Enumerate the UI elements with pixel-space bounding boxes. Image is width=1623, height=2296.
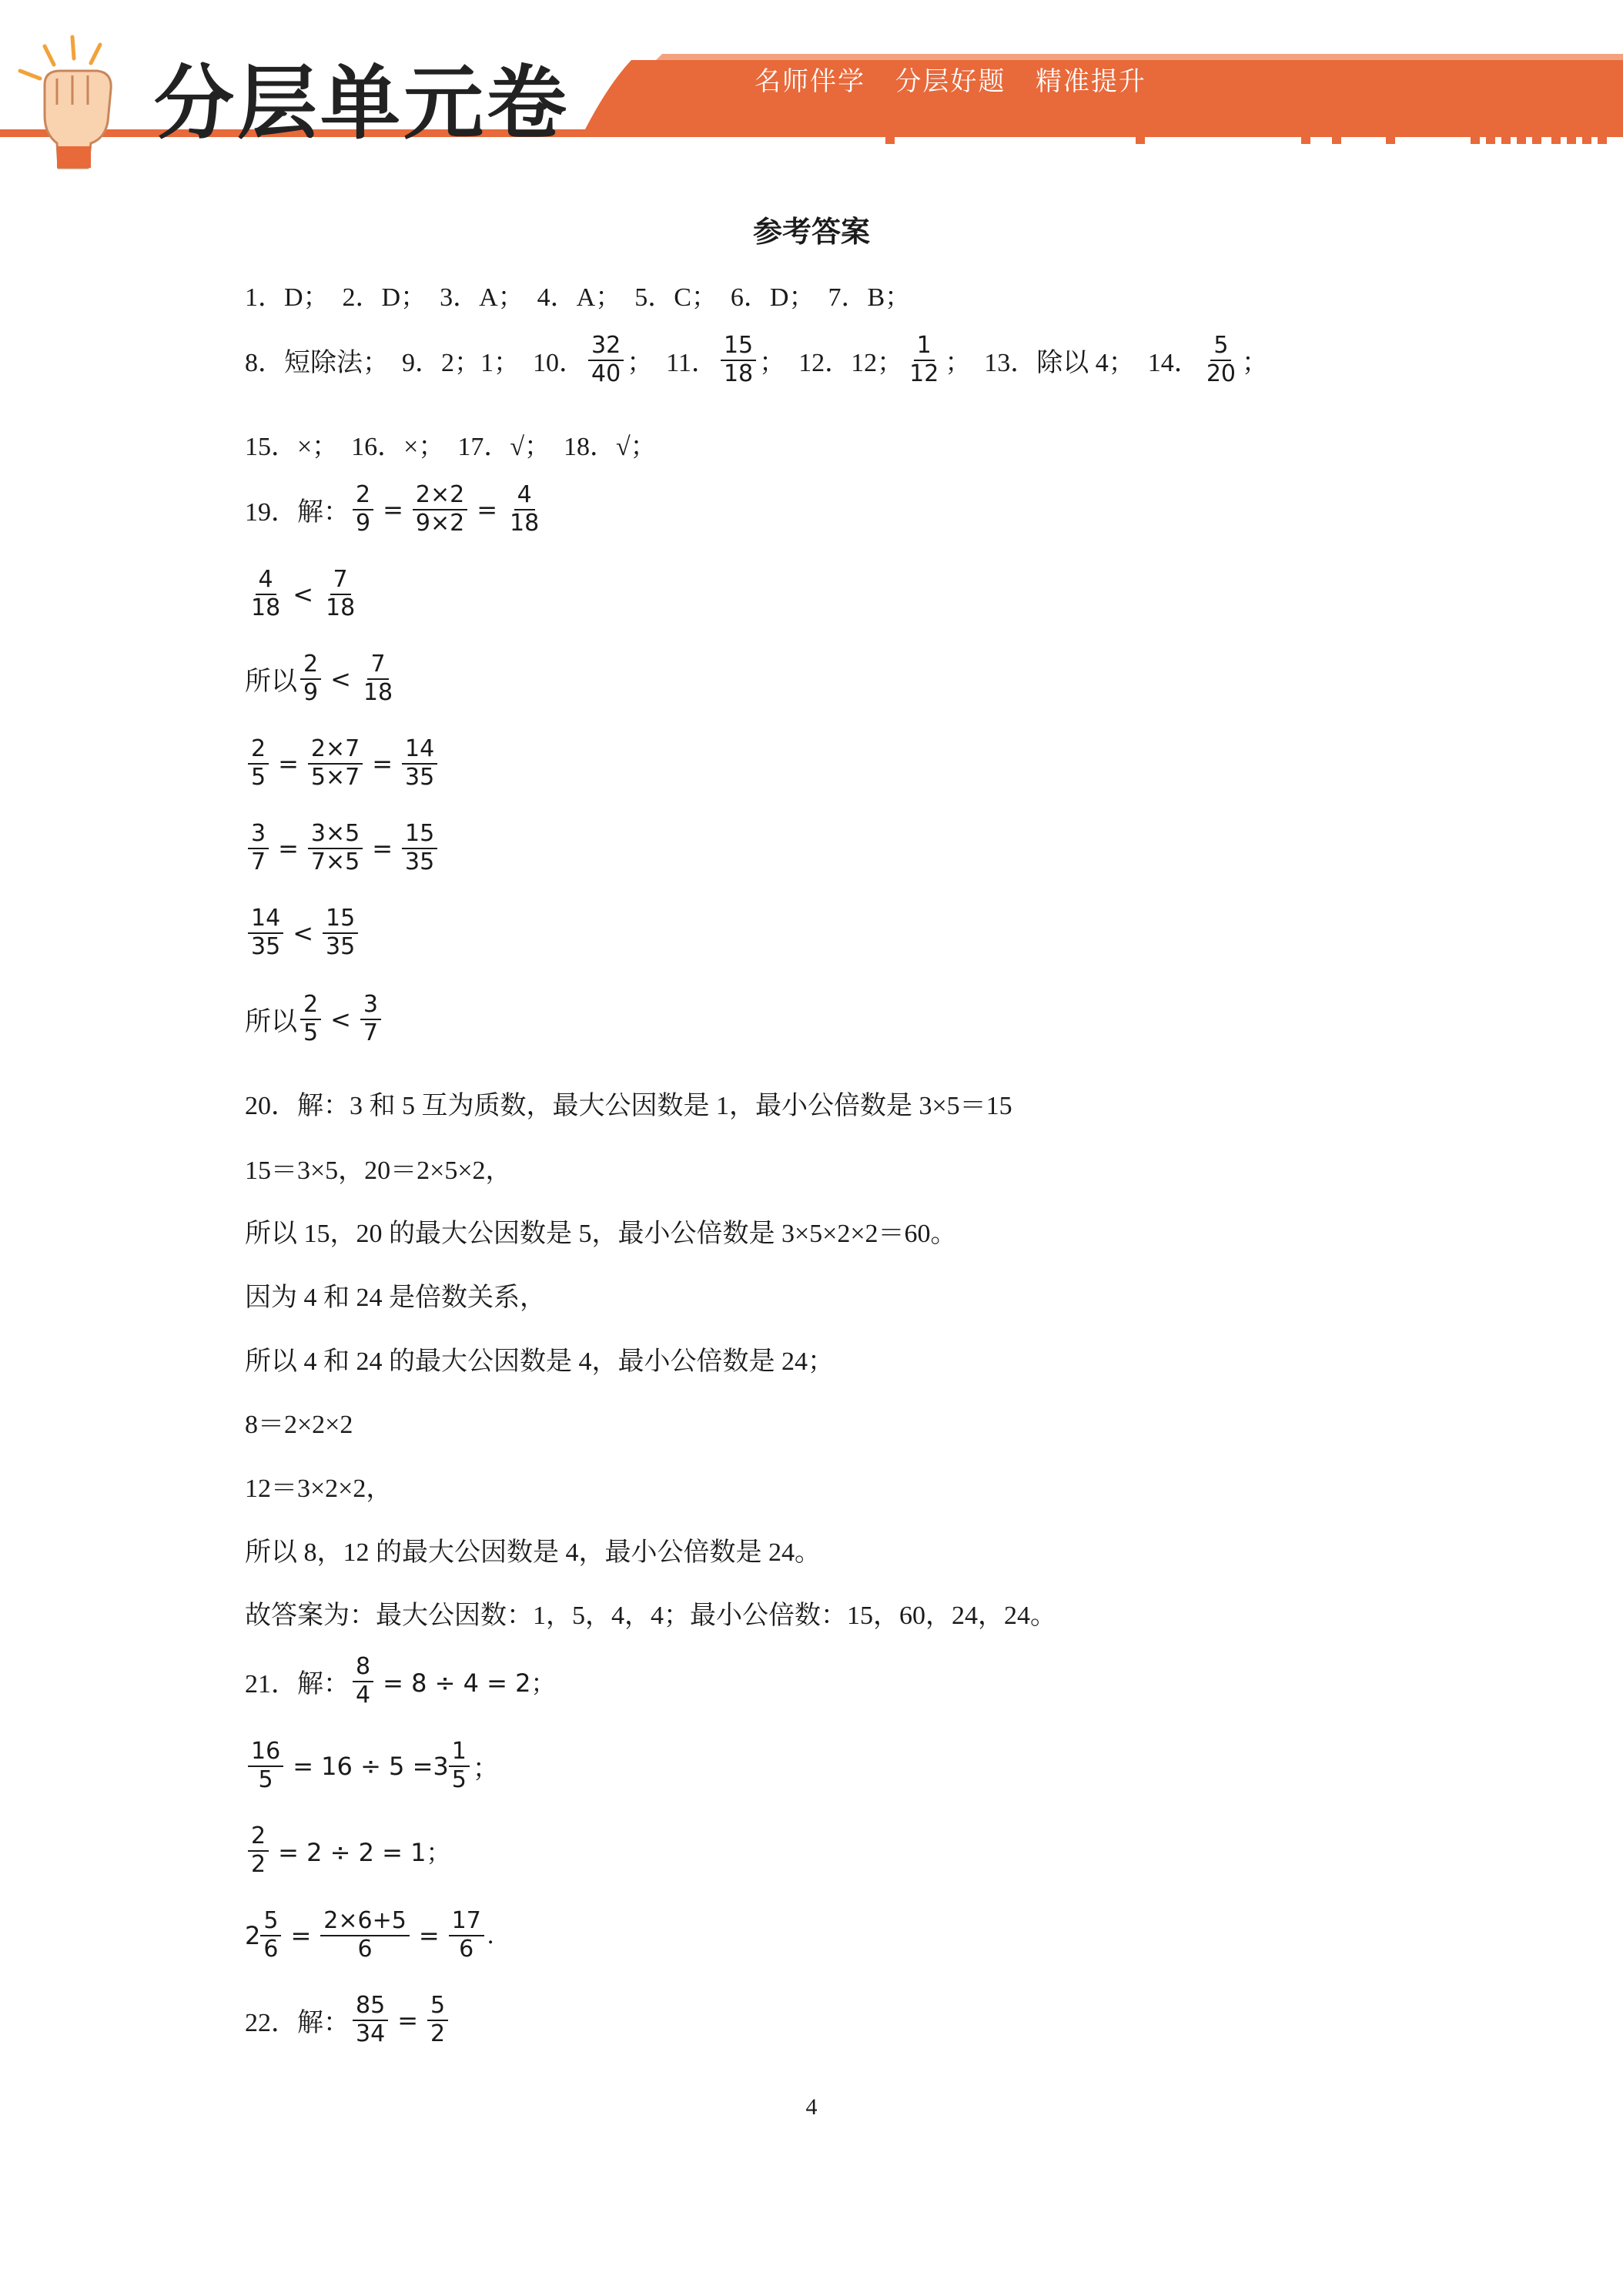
less-than-sign: < — [330, 664, 351, 694]
fraction: $\frac{2\times 7}{5\times 7}$ — [308, 736, 363, 791]
q21-row-1 — [245, 1654, 561, 1709]
q20-line: 15＝3×5，20＝2×5×2， — [245, 1156, 512, 1185]
page-number: 4 — [805, 2094, 818, 2120]
answer-text: ； 12．12； — [759, 349, 904, 377]
fraction: $\frac{5}{20}$ — [1206, 332, 1236, 387]
fraction: $\frac{3}{7}$ — [360, 992, 381, 1046]
q19-row-5 — [245, 821, 440, 875]
fraction: $\frac{5}{2}$ — [427, 1993, 448, 2047]
equals-sign: = — [383, 494, 403, 524]
q19-row-6 — [245, 905, 361, 960]
fraction: $\frac{32}{40}$ — [588, 333, 624, 387]
fraction: $\frac{2}{2}$ — [248, 1823, 269, 1878]
fraction: $\frac{2}{9}$ — [300, 651, 321, 706]
equation-text: = 16 ÷ 5 =3 — [293, 1751, 449, 1781]
equation-text: . — [487, 1920, 494, 1950]
q20-line: 因为 4 和 24 是倍数关系， — [245, 1284, 546, 1312]
fraction: $\frac{15}{18}$ — [721, 333, 756, 387]
fraction: $\frac{2}{5}$ — [300, 992, 321, 1046]
fraction: $\frac{2\times 6+5}{6}$ — [320, 1908, 410, 1963]
answer-text: 8．短除法； 9．2；1； 10． — [245, 349, 585, 377]
q20-line: 20．解：3 和 5 互为质数，最大公因数是 1，最小公倍数是 3×5＝15 — [245, 1092, 1012, 1120]
q19-row-3 — [245, 651, 399, 706]
less-than-sign: < — [330, 1004, 351, 1034]
answer-text: ； — [1242, 349, 1268, 377]
answers-8-14 — [245, 333, 1268, 387]
fraction: $\frac{2}{5}$ — [248, 736, 269, 791]
q19-row-1 — [245, 482, 545, 537]
q20-line: 8＝2×2×2 — [245, 1411, 353, 1439]
fraction: $\frac{15}{35}$ — [323, 905, 358, 960]
so-text: 所以 — [245, 1008, 297, 1036]
header-slogan: 名师伴学 分层好题 精准提升 — [755, 66, 1146, 97]
equals-sign: = — [290, 1920, 312, 1950]
q20-line: 所以 8，12 的最大公因数是 4，最小公倍数是 24。 — [245, 1538, 821, 1567]
equals-sign: = — [372, 833, 393, 863]
q20-line: 故答案为：最大公因数：1，5，4，4；最小公倍数：15，60，24，24。 — [245, 1602, 1056, 1630]
whole-number: 2 — [245, 1920, 261, 1950]
q21-row-2 — [245, 1739, 499, 1793]
q20-line: 所以 4 和 24 的最大公因数是 4，最小公倍数是 24； — [245, 1347, 834, 1376]
q19-row-4 — [245, 736, 440, 791]
fraction: $\frac{14}{35}$ — [402, 736, 437, 791]
equals-sign: = — [372, 748, 393, 778]
equation-text: = 8 ÷ 4 = 2； — [383, 1668, 556, 1698]
header-title: 分层单元卷 — [154, 56, 571, 150]
question-label: 22．解： — [245, 2009, 350, 2037]
fraction: $\frac{3}{7}$ — [248, 821, 269, 875]
q20-line: 所以 15，20 的最大公因数是 5，最小公倍数是 3×5×2×2＝60。 — [245, 1220, 957, 1248]
question-label: 19．解： — [245, 498, 350, 527]
q21-row-3 — [245, 1823, 457, 1878]
answers-15-18: 15．×； 16．×； 17．√； 18．√； — [245, 433, 657, 461]
q21-row-4 — [245, 1908, 494, 1963]
so-text: 所以 — [245, 668, 297, 696]
fraction: $\frac{17}{6}$ — [449, 1908, 484, 1963]
answer-text: ； 11． — [627, 349, 718, 377]
q22-row-1 — [245, 1993, 451, 2047]
equals-sign: = — [278, 833, 299, 863]
equation-text: = 2 ÷ 2 = 1； — [278, 1837, 451, 1867]
fraction: $\frac{1}{5}$ — [449, 1739, 470, 1793]
fraction: $\frac{1}{12}$ — [909, 332, 939, 387]
equals-sign: = — [418, 1920, 440, 1950]
fraction: $\frac{14}{35}$ — [248, 905, 283, 960]
answers-1-7: 1．D； 2．D； 3．A； 4．A； 5．C； 6．D； 7．B； — [245, 283, 912, 312]
page-title: 参考答案 — [752, 215, 870, 249]
less-than-sign: < — [293, 918, 313, 948]
fraction: $\frac{85}{34}$ — [353, 1993, 388, 2047]
fraction: $\frac{4}{18}$ — [251, 566, 281, 621]
answer-text: ； 13．除以 4； 14． — [945, 349, 1200, 377]
fraction: $\frac{2\times 2}{9\times 2}$ — [413, 482, 467, 537]
fraction: $\frac{4}{18}$ — [510, 481, 540, 537]
fist-hand-icon — [14, 31, 137, 169]
fraction: $\frac{7}{18}$ — [326, 566, 356, 621]
less-than-sign: < — [293, 579, 313, 609]
q19-row-7 — [245, 992, 384, 1046]
equals-sign: = — [397, 2005, 418, 2035]
fraction: $\frac{3\times 5}{7\times 5}$ — [308, 821, 363, 875]
fraction: $\frac{15}{35}$ — [402, 821, 437, 875]
fraction: $\frac{2}{9}$ — [353, 482, 373, 537]
fraction: $\frac{8}{4}$ — [353, 1654, 373, 1709]
page-header — [0, 0, 1623, 177]
equals-sign: = — [477, 494, 498, 524]
fraction: $\frac{7}{18}$ — [363, 651, 393, 706]
equation-text: ； — [472, 1755, 499, 1783]
fraction: $\frac{5}{6}$ — [260, 1908, 281, 1963]
q20-line: 12＝3×2×2， — [245, 1474, 393, 1503]
equals-sign: = — [278, 748, 299, 778]
question-label: 21．解： — [245, 1670, 350, 1699]
fraction: $\frac{16}{5}$ — [248, 1739, 283, 1793]
q19-row-2 — [245, 567, 361, 621]
